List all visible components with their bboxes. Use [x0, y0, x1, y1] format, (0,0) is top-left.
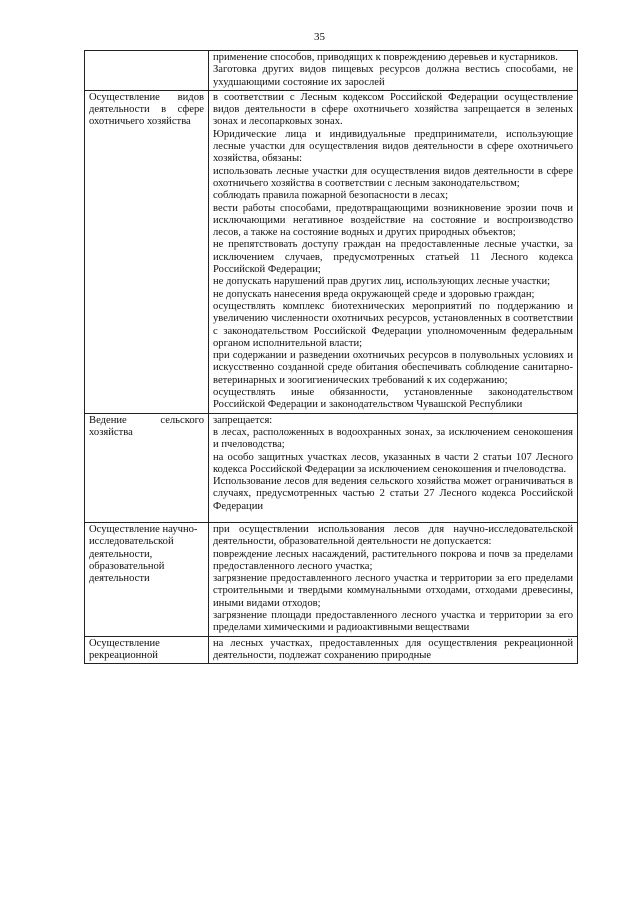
table-row [85, 51, 578, 91]
paragraph: на лесных участках, предоставленных для осуществления рекреационной деятельности, подлежат сохранению природные [213, 637, 573, 661]
activity-cell: Ведение сельского хозяйства [85, 413, 209, 522]
paragraph: при осуществлении использования лесов для научно-исследовательской деятельности, образовательной деятельности не допускается: [213, 523, 573, 548]
paragraph: загрязнение площади предоставленного лесного участка и территории за его пределами химическими и радиоактивными веществами [213, 610, 573, 634]
table-row [85, 522, 578, 636]
paragraph: Юридические лица и индивидуальные предприниматели, использующие лесные участки для осуществления видов деятельности в сфере охотничьего хозяйства, обязаны: [213, 128, 573, 165]
paragraph: соблюдать правила пожарной безопасности в лесах; [213, 190, 449, 202]
paragraph: не допускать нарушений прав других лиц, использующих лесные участки; [213, 276, 551, 288]
forest-use-table [84, 50, 578, 664]
page-number: 35 [314, 31, 325, 43]
paragraph: не допускать нанесения вреда окружающей среде и здоровью граждан; [213, 288, 535, 300]
requirements-cell [209, 90, 578, 413]
table-row [85, 636, 578, 664]
activity-cell: Осуществление видов деятельности в сфере охотничьего хозяйства [85, 90, 209, 413]
paragraph: Заготовка других видов пищевых ресурсов должна вестись способами, не ухудшающими состояние их зарослей [213, 64, 573, 88]
paragraph: на особо защитных участках лесов, указанных в части 2 статьи 107 Лесного кодекса Российской Федерации за исключением сенокошения и пчеловодства. [213, 451, 573, 475]
paragraph: в лесах, расположенных в водоохранных зонах, за исключением сенокошения и пчеловодства; [213, 426, 573, 451]
paragraph: Использование лесов для ведения сельского хозяйства может ограничиваться в случаях, предусмотренных частью 2 статьи 27 Лесного кодекса Российской Федерации [213, 476, 573, 512]
paragraph: применение способов, приводящих к повреждению деревьев и кустарников. [213, 52, 558, 63]
table-row [85, 413, 578, 522]
paragraph: осуществлять комплекс биотехнических мероприятий по поддержанию и увеличению численности охотничьих ресурсов, установленных в соответствии с законодательством Российской Федерации уполномоченным федеральным органом исполнительной власти; [213, 300, 573, 349]
paragraph: вести работы способами, предотвращающими возникновение эрозии почв и исключающими негативное воздействие на состояние и воспроизводство лесов, а также на состояние водных и других природных объектов; [213, 202, 573, 239]
paragraph: запрещается: [213, 414, 273, 426]
activity-cell [85, 51, 209, 91]
requirements-cell [209, 413, 578, 522]
requirements-cell [209, 51, 578, 91]
activity-cell: Осуществление научно-исследовательской деятельности, образовательной деятельности [85, 522, 209, 636]
paragraph: загрязнение предоставленного лесного участка и территории за его пределами строительными и твердыми коммунальными отходами, отходами древесины, иными видами отходов; [213, 573, 573, 609]
paragraph: осуществлять иные обязанности, установленные законодательством Российской Федерации и законодательством Чувашской Республики [213, 387, 573, 411]
table-row [85, 90, 578, 413]
activity-cell: Осуществление рекреационной [85, 636, 209, 664]
requirements-cell [209, 636, 578, 664]
paragraph: использовать лесные участки для осуществления видов деятельности в сфере охотничьего хозяйства в соответствии с лесным законодательством; [213, 165, 573, 189]
paragraph: не препятствовать доступу граждан на предоставленные лесные участки, за исключением случаев, предусмотренных статьей 11 Лесного кодекса Российской Федерации; [213, 239, 573, 276]
requirements-cell [209, 522, 578, 636]
paragraph: в соответствии с Лесным кодексом Российской Федерации осуществление видов деятельности в сфере охотничьего хозяйства запрещается в зеленых зонах и лесопарковых зонах. [213, 91, 573, 128]
paragraph: при содержании и разведении охотничьих ресурсов в полувольных условиях и искусственно созданной среде обитания обеспечивать соблюдение санитарно-ветеринарных и зоогигиенических требований к их содержанию; [213, 350, 573, 386]
paragraph: повреждение лесных насаждений, растительного покрова и почв за пределами предоставленного лесного участка; [213, 548, 573, 572]
